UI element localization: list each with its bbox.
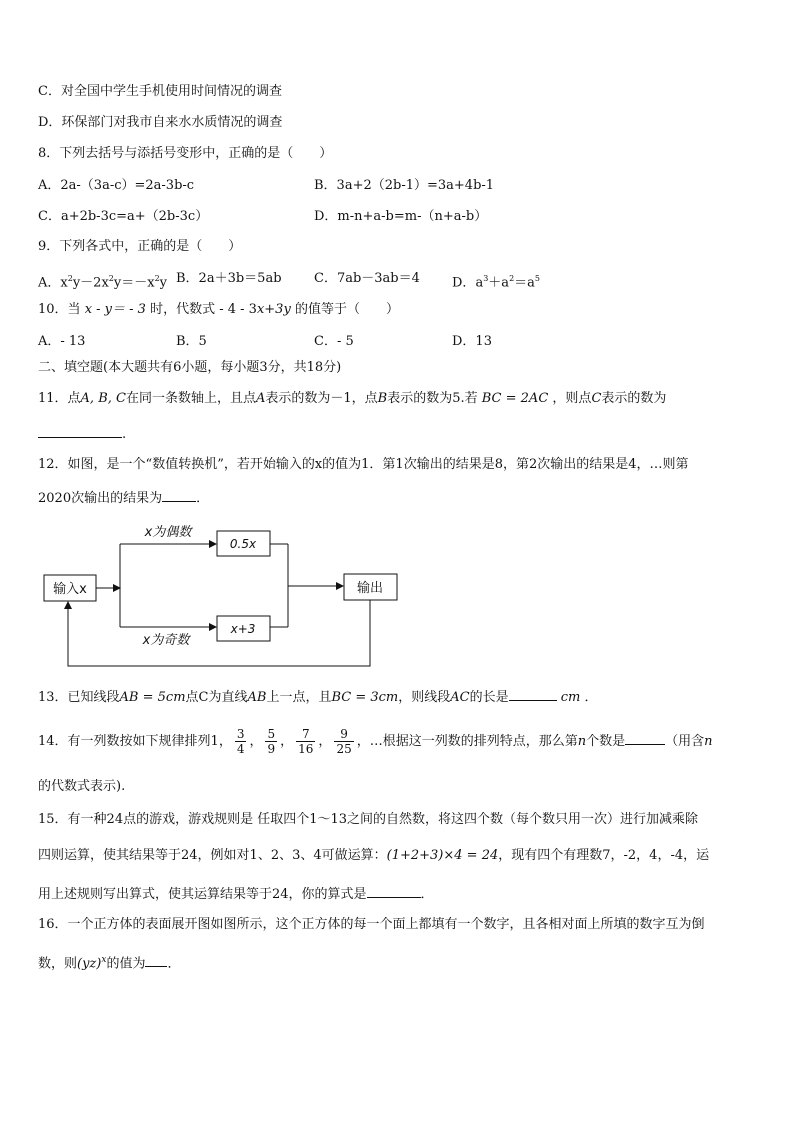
q14-stem: 14．有一列数按如下规律排列1， $\frac{3}{4}$ ， $\frac{5}{9}$ ， $\frac{7}{16}$ ， $\frac{9}{25}$ ，…根据这一列数的排列特点，那么第n个数是 （用含n — [38, 727, 713, 756]
q9-option-a: A．$x^2y-2x^2y=-x^2y$ — [38, 274, 168, 291]
odd-operation-label: x+3 — [230, 622, 256, 636]
q10-option-b: B．5 — [176, 334, 207, 349]
q8-option-b: B．3a+2（2b-1）=3a+4b-1 — [314, 178, 495, 193]
q9-stem: 9．下列各式中，正确的是（ ） — [38, 239, 242, 254]
q16-line2: 数，则(yz)$^x$的值为 ． — [38, 955, 181, 972]
q9-option-c: C．7ab－3ab＝4 — [314, 271, 420, 286]
fraction: $\frac{3}{4}$ — [236, 727, 245, 756]
q16-line1: 16．一个正方体的表面展开图如图所示，这个正方体的每一个面上都填有一个数字，且各相对面上所填的数字互为倒 — [38, 917, 705, 932]
fraction: $\frac{7}{16}$ — [298, 727, 314, 756]
answer-blank — [509, 688, 557, 701]
q8-stem: 8．下列去括号与添括号变形中，正确的是（ ） — [38, 146, 333, 161]
answer-blank — [367, 885, 421, 898]
q8-option-a: A．2a-（3a-c）=2a-3b-c — [38, 178, 195, 193]
answer-blank — [145, 954, 167, 967]
fraction: $\frac{5}{9}$ — [267, 727, 276, 756]
q13-stem: 13．已知线段AB = 5cm点C为直线AB上一点，且BC = 3cm，则线段AC的长是 cm ． — [38, 690, 598, 705]
fraction: $\frac{9}{25}$ — [336, 727, 352, 756]
q10-option-c: C．- 5 — [314, 334, 354, 349]
even-condition-label: x为偶数 — [144, 525, 192, 540]
q15-line2: 四则运算，使其结果等于24，例如对1、2、3、4可做运算：(1+2+3)×4 = 24，现有四个有理数7，-2，4，-4，运 — [38, 848, 710, 863]
q8-option-c: C．a+2b-3c=a+（2b-3c） — [38, 209, 209, 224]
q11-stem: 11．点A, B, C在同一条数轴上，且点A表示的数为－1，点B表示的数为5.若 BC = 2AC ，则点C表示的数为 — [38, 391, 667, 406]
q14-line2: 的代数式表示). — [38, 779, 126, 794]
q12-line2: 2020次输出的结果为 ． — [38, 491, 210, 506]
answer-blank — [38, 425, 122, 438]
q9-option-b: B．2a＋3b＝5ab — [176, 271, 282, 286]
q15-line1: 15．有一种24点的游戏，游戏规则是 任取四个1～13之间的自然数，将这四个数（每个数只用一次）进行加减乘除 — [38, 812, 699, 827]
input-label: 输入x — [53, 582, 87, 597]
q11-answer-line: . — [38, 425, 126, 443]
q8-option-d: D．m-n+a-b=m-（n+a-b） — [314, 209, 488, 224]
even-operation-label: 0.5x — [229, 537, 257, 551]
q7-option-d: D．环保部门对我市自来水水质情况的调查 — [38, 115, 283, 130]
odd-condition-label: x为奇数 — [142, 633, 190, 648]
section-heading: 二、填空题(本大题共有6小题，每小题3分，共18分) — [38, 360, 342, 375]
q10-stem: 10．当 x - y＝ - 3 时，代数式 - 4 - 3x+3y 的值等于（ ） — [38, 302, 399, 317]
answer-blank — [162, 489, 196, 502]
q10-option-a: A．- 13 — [38, 334, 86, 349]
q7-option-c: C．对全国中学生手机使用时间情况的调查 — [38, 84, 282, 99]
q15-line3: 用上述规则写出算式，使其运算结果等于24，你的算式是 ． — [38, 887, 434, 902]
number-converter-flowchart — [38, 520, 418, 670]
output-label: 输出 — [356, 581, 384, 596]
answer-blank — [625, 732, 665, 745]
q9-option-d: D．$a^3+a^2=a^5$ — [452, 274, 541, 291]
q10-option-d: D．13 — [452, 334, 492, 349]
q12-line1: 12．如图，是一个“数值转换机”，若开始输入的x的值为1．第1次输出的结果是8，第2次输出的结果是4，…则第 — [38, 457, 689, 472]
